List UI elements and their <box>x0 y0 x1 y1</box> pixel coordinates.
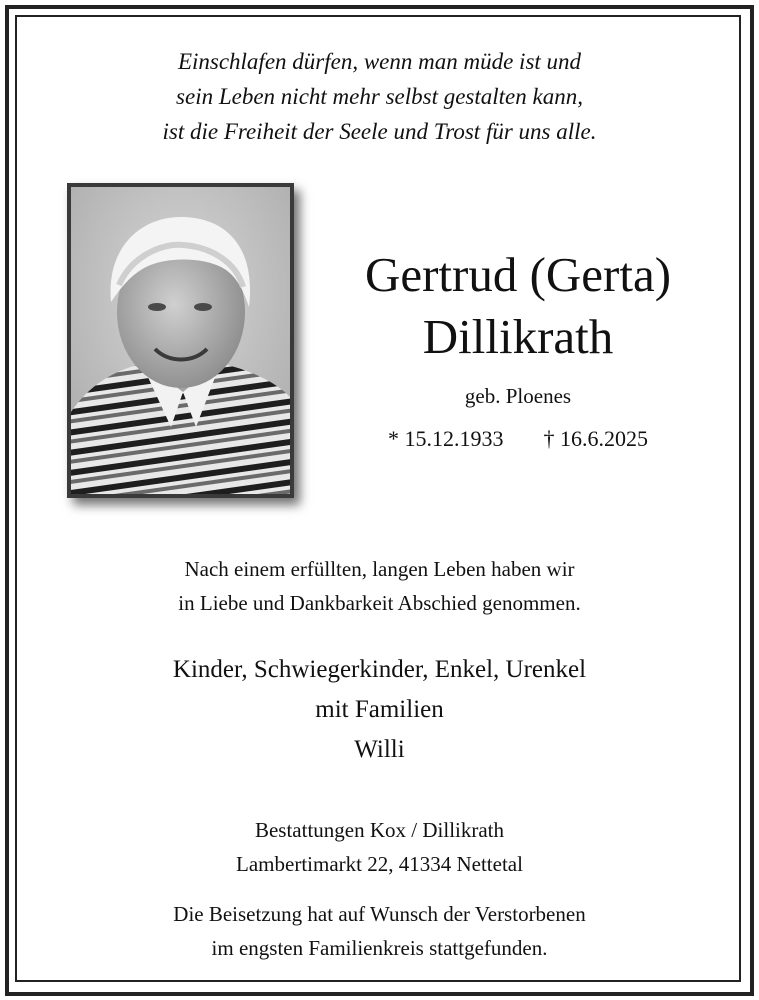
farewell-line: in Liebe und Dankbarkeit Abschied genommen. <box>178 591 581 615</box>
portrait-photo-frame <box>67 183 294 498</box>
burial-note-line: im engsten Familienkreis stattgefunden. <box>211 936 548 960</box>
funeral-home-address: Lambertimarkt 22, 41334 Nettetal <box>236 852 523 876</box>
burial-note-line: Die Beisetzung hat auf Wunsch der Verstorbenen <box>173 902 586 926</box>
life-dates <box>330 425 706 453</box>
funeral-home-name: Bestattungen Kox / Dillikrath <box>254 818 505 842</box>
maiden-name: geb. Ploenes <box>464 384 572 408</box>
motto-quote <box>0 44 759 149</box>
farewell-line: Nach einem erfüllten, langen Leben haben wir <box>184 557 575 581</box>
burial-note <box>0 897 759 965</box>
deceased-name-line2: Dillikrath <box>422 309 614 364</box>
motto-line: ist die Freiheit der Seele und Trost für uns alle. <box>162 119 597 144</box>
portrait-photo <box>71 187 290 494</box>
mourners-line: Willi <box>354 736 405 763</box>
mourners-line: Kinder, Schwiegerkinder, Enkel, Urenkel <box>172 656 587 683</box>
motto-line: Einschlafen dürfen, wenn man müde ist und <box>177 49 582 74</box>
mourners-list <box>0 650 759 770</box>
farewell-text <box>0 552 759 620</box>
motto-line: sein Leben nicht mehr selbst gestalten kann, <box>176 84 583 109</box>
mourners-line: mit Familien <box>315 696 444 723</box>
deceased-name-line1: Gertrud (Gerta) <box>364 247 672 302</box>
funeral-home <box>0 813 759 881</box>
deceased-name <box>318 244 718 368</box>
death-date: † 16.6.2025 <box>543 426 648 451</box>
birth-date: * 15.12.1933 <box>388 426 504 451</box>
